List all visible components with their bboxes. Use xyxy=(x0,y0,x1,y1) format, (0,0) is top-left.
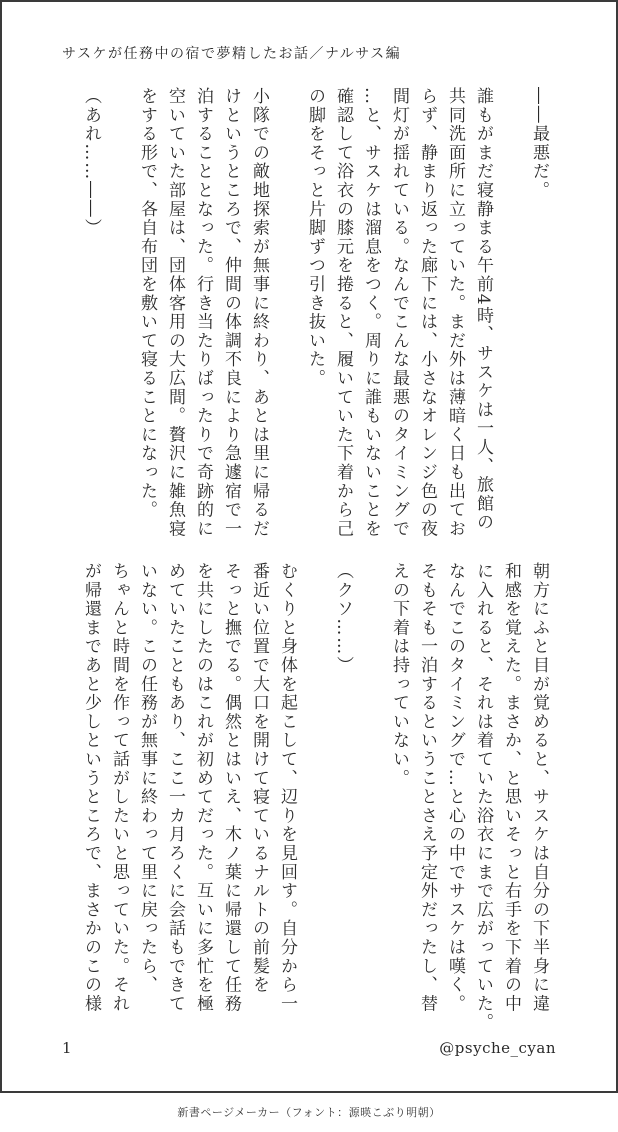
text-column: そっと撫でる。偶然とはいえ、木ノ葉に帰還して任務 xyxy=(221,562,241,1014)
text-column: なんでこのタイミングで…と心の中でサスケは嘆く。 xyxy=(445,562,465,1014)
text-column: を共にしたのはこれが初めてだった。互いに多忙を極 xyxy=(193,562,213,1014)
page-title: サスケが任務中の宿で夢精したお話／ナルサス編 xyxy=(62,46,402,62)
text-column: （クソ……） xyxy=(333,562,353,675)
text-column: 朝方にふと目が覚めると、サスケは自分の下半身に違 xyxy=(529,562,549,1014)
text-column: らず、静まり返った廊下には、小さなオレンジ色の夜 xyxy=(417,87,437,539)
text-column xyxy=(105,87,133,527)
text-column: に入れると、それは着ていた浴衣にまで広がっていた。 xyxy=(473,562,493,1032)
text-column: むくりと身体を起こして、辺りを見回す。自分から一 xyxy=(277,562,297,1014)
text-column: の脚をそっと片脚ずつ引き抜いた。 xyxy=(305,87,325,388)
page-number: 1 xyxy=(62,1039,72,1057)
text-column: ちゃんと時間を作って話がしたいと思っていた。それ xyxy=(109,562,129,1014)
upper-text-block xyxy=(77,87,553,539)
text-column: 間灯が揺れている。なんでこんな最悪のタイミングで xyxy=(389,87,409,539)
text-column xyxy=(497,87,525,527)
text-column: …と、サスケは溜息をつく。周りに誰もいないことを xyxy=(361,87,381,539)
text-column: 番近い位置で大口を開けて寝ているナルトの前髪を xyxy=(249,562,269,995)
text-column: 共同洗面所に立っていた。まだ外は薄暗く日も出てお xyxy=(445,87,465,539)
text-column: 確認して浴衣の膝元を捲ると、履いていた下着から己 xyxy=(333,87,353,539)
author-handle: @psyche_cyan xyxy=(439,1039,556,1057)
text-column: をする形で、各自布団を敷いて寝ることになった。 xyxy=(137,87,157,520)
generator-credit: 新書ページメーカー（フォント：源暎こぶり明朝） xyxy=(177,1106,441,1119)
text-column: けというところで、仲間の体調不良により急遽宿で一 xyxy=(221,87,241,539)
text-column: 小隊での敵地探索が無事に終わり、あとは里に帰るだ xyxy=(249,87,269,539)
lower-text-block xyxy=(77,562,553,1032)
text-column: が帰還まであと少しというところで、まさかのこの様 xyxy=(81,562,101,1014)
text-column: 空いていた部屋は、団体客用の大広間。贅沢に雑魚寝 xyxy=(165,87,185,539)
text-column xyxy=(301,562,329,1018)
text-column: ――最悪だ。 xyxy=(529,87,549,200)
text-column: そもそも一泊するということさえ予定外だったし、替 xyxy=(417,562,437,1014)
text-column: めていたこともあり、ここ一カ月ろくに会話もできて xyxy=(165,562,185,1014)
text-column: 誰もがまだ寝静まる午前4時、サスケは一人、旅館の xyxy=(473,87,493,533)
text-column xyxy=(357,562,385,1018)
text-column: いない。この任務が無事に終わって里に戻ったら、 xyxy=(137,562,157,995)
text-column: えの下着は持っていない。 xyxy=(389,562,409,788)
text-column: 和感を覚えた。まさか、と思いそっと右手を下着の中 xyxy=(501,562,521,1014)
text-column: 泊することとなった。行き当たりばったりで奇跡的に xyxy=(193,87,213,539)
text-column xyxy=(273,87,301,527)
text-column: （あれ……――） xyxy=(81,87,101,238)
